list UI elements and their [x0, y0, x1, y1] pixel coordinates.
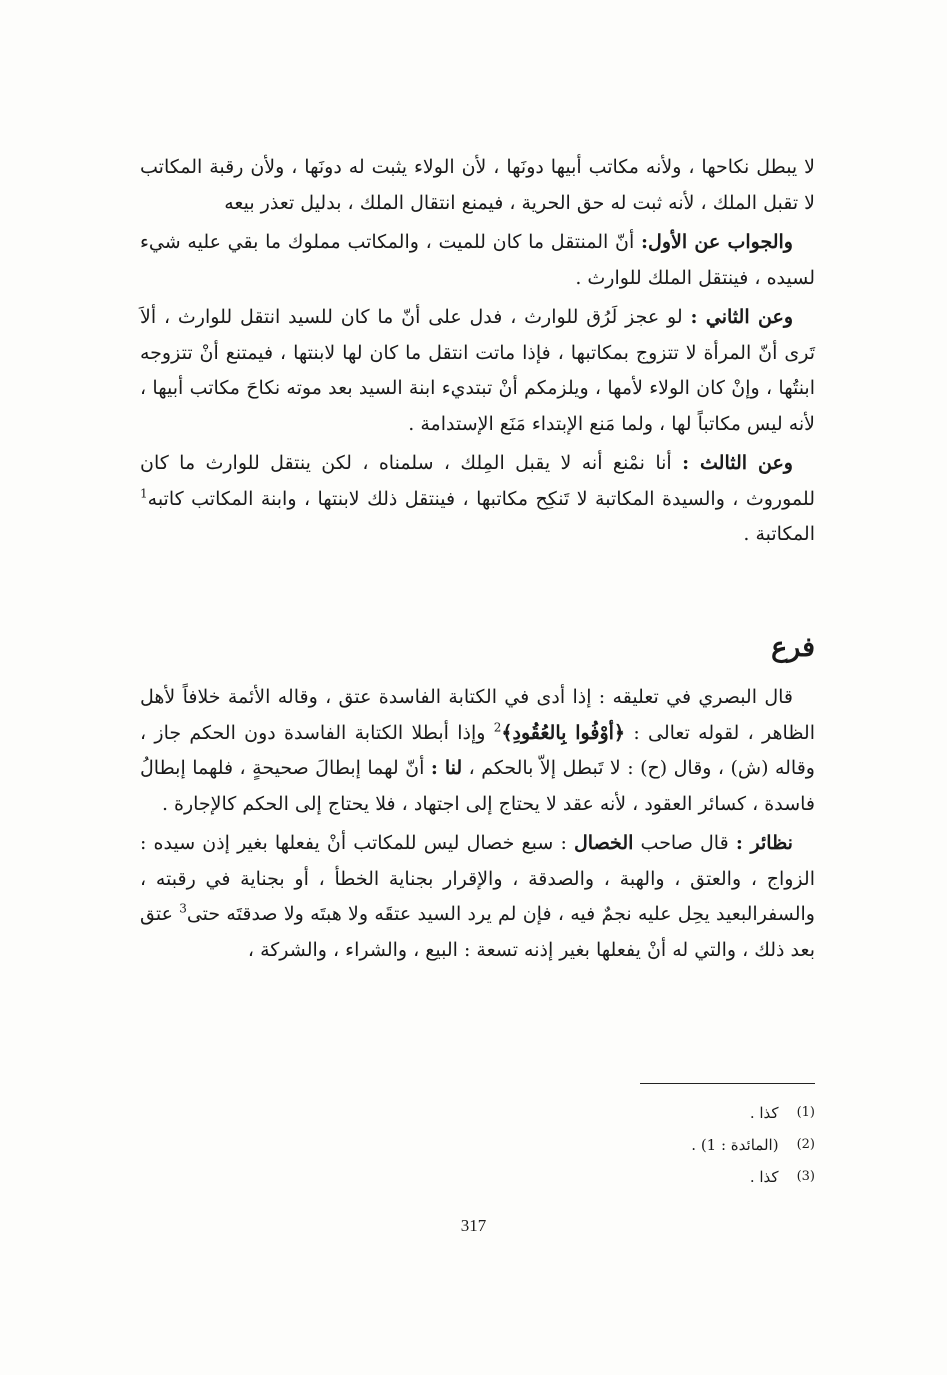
continuation-paragraph: لا يبطل نكاحها ، ولأنه مكاتب أبيها دونَها ، لأن الولاء يثبت له دونَها ، ولأن رقبة المكاتب لا تقبل الملك ، لأنه ثبت له حق الحرية ، فيمنع انتقال الملك ، بدليل تعذر بيعه	[140, 156, 815, 214]
answer-third-paragraph	[140, 446, 815, 553]
footnote-number: (2)	[796, 1137, 815, 1152]
answer-third-lead: وعن الثالث :	[682, 452, 793, 474]
lana-label: لنا :	[430, 757, 463, 779]
page-number: 317	[460, 1216, 487, 1235]
footnote-item	[691, 1161, 815, 1193]
answer-first-text: أنّ المنتقل ما كان للميت ، والمكاتب مملوك ما بقي عليه شيء لسيده ، فينتقل الملك للوارث .	[140, 231, 815, 289]
answer-third-text: أنا نمْنع أنه لا يقبل المِلك ، سلمناه ، لكن ينتقل للوارث ما كان للموروث ، والسيدة المكاتبة لا تَنكِح مكاتبها ، فينتقل ذلك لابنتها ، وابنة المكاتب كاتبه	[140, 452, 815, 510]
footnote-ref-1: 1	[140, 486, 148, 501]
answer-third-text-end: المكاتبة .	[743, 523, 815, 545]
khisal-title: الخصال	[573, 832, 634, 854]
footnote-ref-3: 3	[179, 901, 187, 916]
analogues-paragraph: نظائر : قال صاحب الخصال : سبع خصال ليس للمكاتب أنْ يفعلها بغير إذن سيده : الزواج ، والعتق ، والهبة ، والصدقة ، والإقرار بجناية الخطأ ، أو بجناية في رقبته ، والسفرالبعيد يحِل عليه نجمٌ فيه ، فإن لم يرد السيد عتقَه ولا هبتَه ولا صدقتَه حتى$^3$ عتق بعد ذلك ، والتي له أنْ يفعلها بغير إذنه تسعة : البيع ، والشراء ، والشركة ،	[140, 832, 815, 961]
footnote-number: (1)	[796, 1105, 815, 1120]
answer-first-paragraph	[140, 225, 815, 296]
footnote-number: (3)	[796, 1169, 815, 1184]
answer-second-paragraph	[140, 300, 815, 442]
answer-second-text: لو عجز لَرُق للوارث ، فدل على أنّ ما كان للسيد انتقل للوارث ، ألاَ تَرى أنّ المرأة لا تتزوج بمكاتبها ، فإذا ماتت انتقل ما كان لها لابنتها ، فيمتنع أنْ تتزوجه ابنتُها ، وإنْ كان الولاء لأمها ، ويلزمكم أنْ تبتديء ابنة السيد بعد موته نكاحَ مكاتب أبيها ، لأنه ليس مكاتباً لها ، ولما مَنع الإبتداء مَنَع الإستدامة .	[140, 306, 815, 435]
section-heading: فرع	[771, 632, 815, 663]
answer-second-lead: وعن الثاني :	[690, 306, 793, 328]
footnote-text: كذا .	[749, 1168, 779, 1186]
quran-quote: ﴿أوْفُوا بِالعُقُودِ﴾	[501, 721, 626, 744]
body-text	[140, 150, 815, 553]
footnote-text: (المائدة : 1) .	[691, 1136, 779, 1154]
analogues-lead: نظائر :	[735, 832, 793, 854]
footnotes	[691, 1097, 815, 1193]
section-text	[140, 680, 815, 968]
footnote-separator	[640, 1083, 815, 1084]
branch-paragraph: قال البصري في تعليقه : إذا أدى في الكتابة الفاسدة عتق ، وقاله الأئمة خلافاً لأهل الظاهر ، لقوله تعالى : ﴿أوْفُوا بِالعُقُودِ﴾$^2$ وإذا أبطلا الكتابة الفاسدة دون الحكم جاز ، وقاله (ش) ، وقال (ح) : لا تَبطل إلاّ بالحكم ، لنا : أنّ لهما إبطالَ صحيحةٍ ، فلهما إبطالُ فاسدة ، كسائر العقود ، لأنه عقد لا يحتاج إلى اجتهاد ، فلا يحتاج إلى الحكم كالإجارة .	[140, 686, 815, 815]
footnote-ref-2: 2	[493, 720, 502, 735]
footnote-item	[691, 1129, 815, 1161]
footnote-item	[691, 1097, 815, 1129]
footnote-text: كذا .	[749, 1104, 779, 1122]
answer-first-lead: والجواب عن الأول:	[641, 231, 793, 253]
